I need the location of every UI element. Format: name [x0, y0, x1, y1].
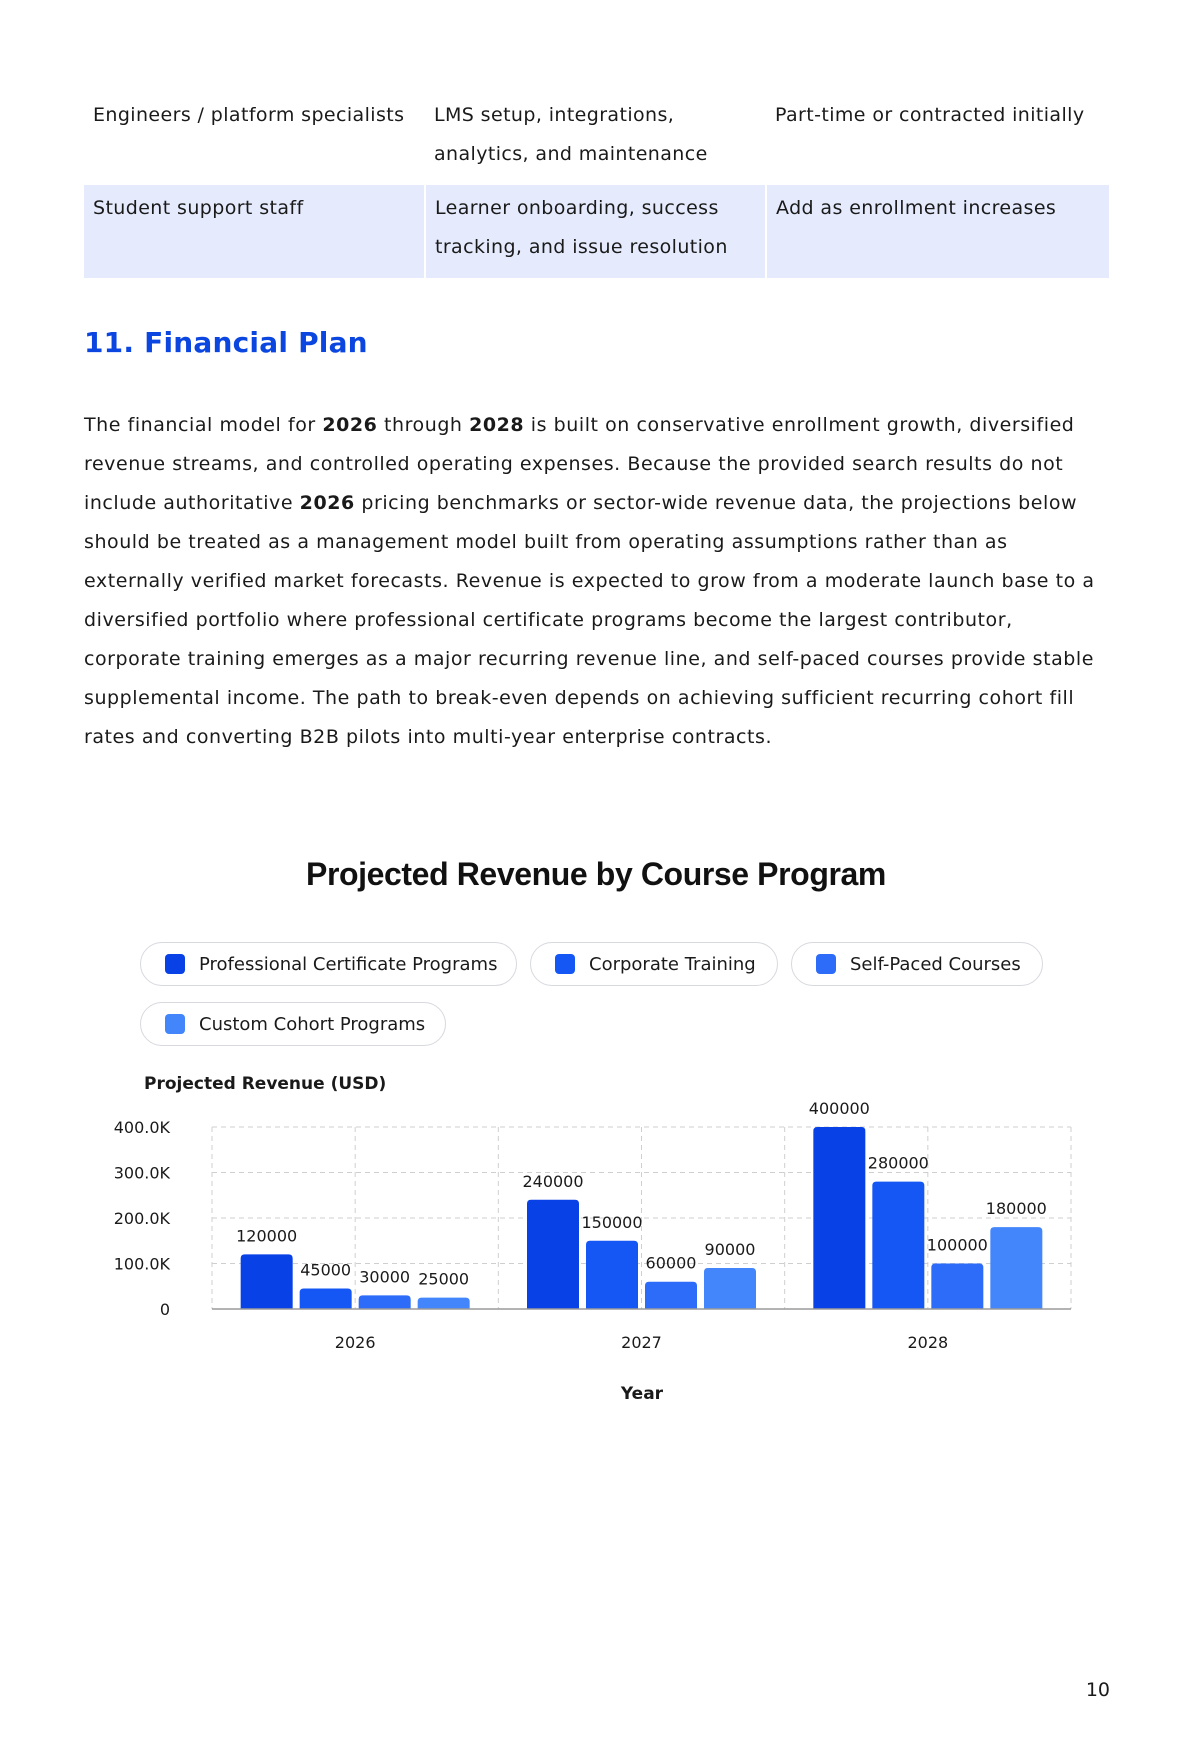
bar — [300, 1289, 352, 1309]
paragraph-year-start: 2026 — [299, 492, 355, 514]
legend-item-corporate-training[interactable] — [530, 942, 778, 986]
paragraph-text: The financial model for — [84, 414, 323, 436]
staffing-table — [84, 92, 1109, 278]
bar — [418, 1298, 470, 1309]
bar-value-label: 150000 — [581, 1212, 643, 1232]
y-tick-label: 300.0K — [113, 1163, 170, 1183]
paragraph-text: through — [377, 414, 470, 436]
legend-swatch — [555, 954, 575, 974]
legend-item-custom-cohort[interactable] — [140, 1002, 446, 1046]
y-axis-title: Projected Revenue (USD) — [144, 1074, 387, 1094]
bar-value-label: 100000 — [926, 1235, 988, 1255]
bar-value-label: 400000 — [808, 1099, 870, 1118]
bar-value-label: 240000 — [522, 1171, 584, 1191]
paragraph-text: is built on conservative enrollment growth, diversified revenue streams, and controlled operating expenses. Because the provided search results do not include authoritative — [84, 414, 1075, 514]
x-axis-title: Year — [620, 1384, 664, 1404]
y-tick-label: 100.0K — [113, 1254, 170, 1274]
legend-label: Custom Cohort Programs — [199, 1013, 426, 1035]
legend-label: Corporate Training — [589, 953, 756, 975]
x-tick-label: 2028 — [907, 1333, 949, 1352]
y-tick-label: 0 — [159, 1300, 170, 1319]
table-cell-timing: Part-time or contracted initially — [775, 104, 1085, 126]
legend-label: Professional Certificate Programs — [199, 953, 498, 975]
table-cell-responsibility: Learner onboarding, success tracking, and issue resolution — [425, 185, 766, 278]
bar — [586, 1241, 638, 1309]
table-row — [84, 185, 1109, 278]
x-tick-label: 2026 — [334, 1333, 376, 1352]
chart-title: Projected Revenue by Course Program — [306, 856, 886, 892]
legend-label: Self-Paced Courses — [850, 953, 1021, 975]
bar-value-label: 45000 — [300, 1260, 352, 1280]
bar-value-label: 60000 — [645, 1253, 697, 1273]
bar — [931, 1264, 983, 1310]
legend-item-self-paced-courses[interactable] — [791, 942, 1043, 986]
bar-value-label: 280000 — [867, 1153, 929, 1173]
table-cell-role: Engineers / platform specialists — [93, 104, 405, 126]
table-cell-role: Student support staff — [84, 185, 425, 278]
bar — [359, 1295, 411, 1309]
legend-swatch — [816, 954, 836, 974]
revenue-bar-chart — [0, 1050, 1200, 1420]
legend-swatch — [165, 1014, 185, 1034]
bar — [527, 1200, 579, 1309]
bar — [704, 1268, 756, 1309]
x-tick-label: 2027 — [621, 1333, 662, 1352]
bar — [990, 1227, 1042, 1309]
financial-plan-paragraph — [84, 406, 1114, 757]
bar-value-label: 180000 — [985, 1199, 1047, 1219]
y-tick-label: 400.0K — [113, 1118, 170, 1137]
table-cell-responsibility: LMS setup, integrations, analytics, and maintenance — [434, 104, 708, 165]
bar-value-label: 30000 — [359, 1267, 411, 1287]
bar-value-label: 25000 — [418, 1269, 470, 1289]
paragraph-text: pricing benchmarks or sector-wide revenue data, the projections below should be treated as a management model built from operating assumptions rather than as externally verified market forecasts. Revenue is expected to grow from a moderate launch base to a diversified portfolio where professional certificate programs become the largest contributor, corporate training emerges as a major recurring revenue line, and self-paced courses provide stable supplemental income. The path to break-even depends on achieving sufficient recurring cohort fill rates and converting B2B pilots into multi-year enterprise contracts. — [84, 492, 1095, 748]
table-cell-timing: Add as enrollment increases — [766, 185, 1109, 278]
y-tick-label: 200.0K — [113, 1209, 170, 1228]
bar — [241, 1254, 293, 1309]
bar — [872, 1182, 924, 1309]
bar-value-label: 120000 — [236, 1226, 298, 1246]
bar — [813, 1127, 865, 1309]
table-row — [84, 92, 1109, 185]
paragraph-year-start: 2026 — [322, 414, 378, 436]
paragraph-year-end: 2028 — [469, 414, 525, 436]
page-number: 10 — [1085, 1679, 1110, 1701]
bar — [645, 1282, 697, 1309]
bar-value-label: 90000 — [704, 1240, 756, 1260]
section-heading: 11. Financial Plan — [84, 326, 368, 359]
legend-item-professional-certificate[interactable] — [140, 942, 517, 986]
legend-swatch — [165, 954, 185, 974]
